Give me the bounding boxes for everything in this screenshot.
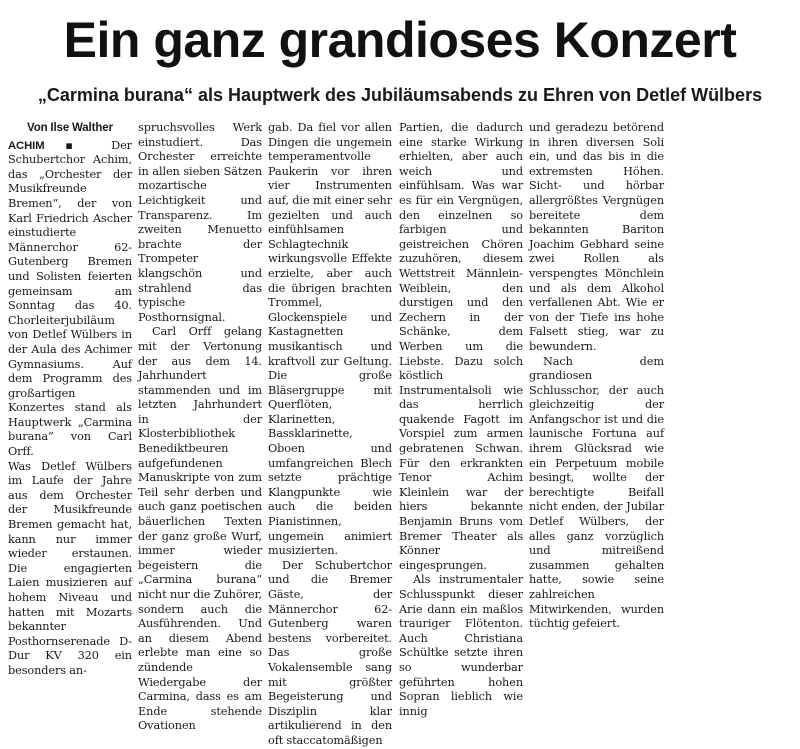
paragraph: gab. Da fiel vor allen Dingen die ungemein temperamentvolle Paukerin vor ihren vier Instrumenten auf, die mit einer sehr gezielten und auch einfühlsamen Schlagtechnik wirkungsvolle Effekte erzielte, aber auch die übrigen brachten Trommel, Glockenspiele und Kastagnetten musikantisch und kraftvoll zur Geltung. Die große Bläsergruppe mit Querflöten, Klarinetten, Bassklarinette, Oboen und umfangreichen Blech setzte prächtige Klangpunkte wie auch die beiden Pianistinnen, ungemein animiert musizierten. bbox=[268, 121, 392, 558]
byline: Von Ilse Walther bbox=[27, 122, 113, 134]
paragraph: spruchsvolles Werk einstudiert. Das Orchester erreichte in allen sieben Sätzen mozartische Leichtigkeit und Transparenz. Im zweiten Menuetto brachte der Trompeter klangschön und strahlend das typische Posthornsignal. bbox=[138, 121, 262, 324]
paragraph: Als instrumentaler Schlusspunkt dieser Arie dann ein maßlos trauriger Flötenton. Auch Christiana Schültke setzte ihren so wunderbar geführten hohen Sopran lieblich wie innig bbox=[399, 573, 523, 718]
paragraph-text: ▪ Der Schubertchor Achim, das „Orchester der Musikfreunde Bremen“, der von Karl Friedrich Ascher einstudierte Männerchor 62-Gutenberg Bremen und Solisten feierten gemeinsam am Sonntag das 40. Chorleiterjubiläum von Detlef Wülbers in der Aula des Achimer Gymnasiums. Auf dem Programm des großartigen Konzertes stand als Hauptwerk „Carmina burana“ von Carl Orff. bbox=[8, 138, 132, 459]
article-column-1 bbox=[8, 121, 132, 679]
paragraph bbox=[8, 139, 132, 460]
subheadline: „Carmina burana“ als Hauptwerk des Jubiläumsabends zu Ehren von Detlef Wülbers bbox=[37, 85, 763, 105]
paragraph: und geradezu betörend in ihren diversen Soli ein, und das bis in die extremsten Höhen. Sicht- und hörbar allergrößtes Vergnügen bereitete dem bekannten Bariton Joachim Gebhard seine zwei Rollen als verspengtes Mönchlein und als dem Alkohol verfallenen Abt. Wie er von der Tiefe ins hohe Falsett stieg, war zu bewundern. bbox=[529, 121, 664, 353]
paragraph: Partien, die dadurch eine starke Wirkung erhielten, aber auch weich und einfühlsam. Was war es für ein Vergnügen, den einzelnen so farbigen und geistreichen Chören zuzuhören, diesem Wettstreit Männlein-Weiblein, den durstigen und den Zechern in der Schänke, dem Werben um die Liebste. Dazu solch köstlich Instrumentalsoli wie das herrlich quakende Fagott im Vorspiel zum armen gebratenen Schwan. Für den erkrankten Tenor Achim Kleinlein war der hiers bekannte Benjamin Bruns vom Bremer Theater als Könner eingesprungen. bbox=[399, 121, 523, 572]
article-column-4 bbox=[399, 121, 523, 719]
headline: Ein ganz grandioses Konzert bbox=[63, 12, 737, 68]
article-column-5 bbox=[529, 121, 664, 632]
paragraph: Der Schubertchor und die Bremer Gäste, der Männerchor 62-Gutenberg waren bestens vorbereitet. Das große Vokalensemble sang mit größter Begeisterung und Disziplin klar artikulierend in den oft staccatomäßigen bbox=[268, 558, 392, 747]
article-column-3 bbox=[268, 121, 392, 749]
paragraph: Carl Orff gelang mit der Vertonung der aus dem 14. Jahrhundert stammenden und im letzten Jahrhundert in der Klosterbibliothek Benediktbeuren aufgefundenen Manuskripte von zum Teil sehr derben und auch ganz poetischen bäuerlichen Texten der ganz große Wurf, immer wieder begeistern die „Carmina burana“ nicht nur die Zuhörer, sondern auch die Ausführenden. Und an diesem Abend erlebte man eine so zündende Wiedergabe der Carmina, dass es am Ende stehende Ovationen bbox=[138, 325, 262, 733]
dateline: ACHIM bbox=[8, 139, 45, 152]
article-column-2 bbox=[138, 121, 262, 734]
paragraph: Was Detlef Wülbers im Laufe der Jahre aus dem Orchester der Musikfreunde Bremen gemacht hat, kann nur immer wieder erstaunen. Die engagierten Laien musizieren auf hohem Niveau und hatten mit Mozarts bekannter Posthornserenade D-Dur KV 320 ein besonders an- bbox=[8, 459, 132, 677]
paragraph: Nach dem grandiosen Schlusschor, der auch gleichzeitig der Anfangschor ist und die launische Fortuna auf ihrem Glücksrad wie ein Perpetuum mobile besingt, wollte der berechtigte Beifall nicht enden, der Jubilar Detlef Wülbers, der alles ganz vorzüglich und mitreißend zusammen gehalten hatte, sowie seine zahlreichen Mitwirkenden, wurden tüchtig gefeiert. bbox=[529, 354, 664, 631]
